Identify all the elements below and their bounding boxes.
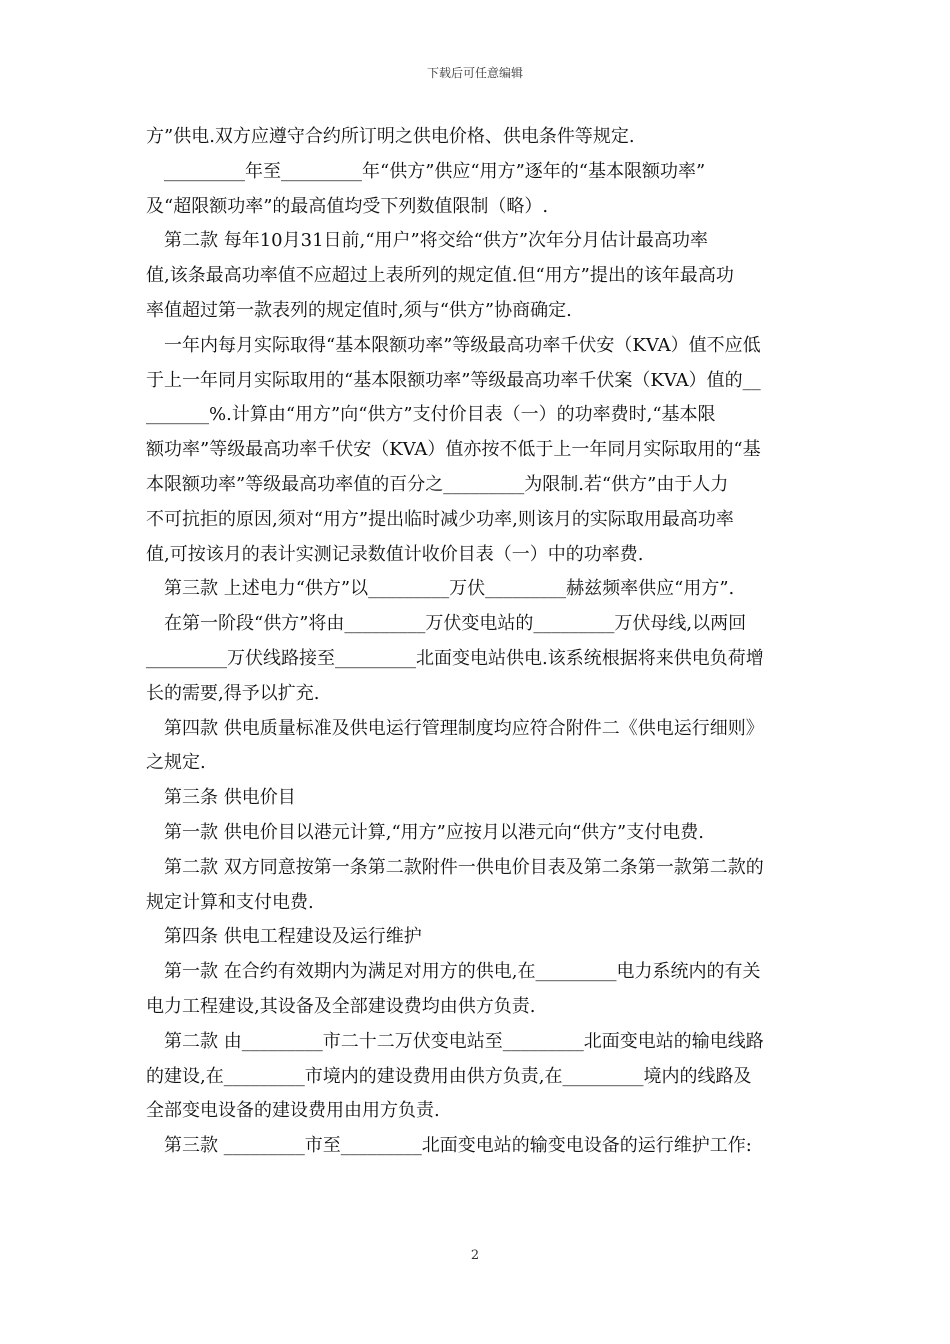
text-line: 长的需要,得予以扩充. xyxy=(146,682,320,704)
text-line: 值,可按该月的表计实测记录数值计收价目表（一）中的功率费. xyxy=(146,543,644,565)
text-line: 的建设,在_________市境内的建设费用由供方负责,在_________境内的线路及 xyxy=(146,1065,752,1087)
text-line: 于上一年同月实际取用的“基本限额功率”等级最高功率千伏案（KVA）值的__ xyxy=(146,369,761,391)
text-line: 本限额功率”等级最高功率值的百分之_________为限制.若“供方”由于人力 xyxy=(146,473,729,495)
text-line: 规定计算和支付电费. xyxy=(146,891,314,913)
text-line: 第二款 每年10月31日前,“用户”将交给“供方”次年分月估计最高功率 xyxy=(164,230,709,252)
text-line: 第四款 供电质量标准及供电运行管理制度均应符合附件二《供电运行细则》 xyxy=(164,717,764,739)
text-line: 方”供电.双方应遵守合约所订明之供电价格、供电条件等规定. xyxy=(146,126,635,147)
text-line: 第三款 _________市至_________北面变电站的输变电设备的运行维护工作: xyxy=(164,1135,752,1157)
text-line: 一年内每月实际取得“基本限额功率”等级最高功率千伏安（KVA）值不应低 xyxy=(164,334,761,356)
text-line: 电力工程建设,其设备及全部建设费均由供方负责. xyxy=(146,995,536,1017)
text-line: 不可抗拒的原因,须对“用方”提出临时减少功率,则该月的实际取用最高功率 xyxy=(146,508,734,530)
text-line: 第一款 供电价目以港元计算,“用方”应按月以港元向“供方”支付电费. xyxy=(164,821,704,843)
text-line: 第四条 供电工程建设及运行维护 xyxy=(164,926,422,948)
text-line: 全部变电设备的建设费用由用方负责. xyxy=(146,1100,440,1122)
page-header: 下载后可任意编辑 xyxy=(426,66,523,80)
text-line: 率值超过第一款表列的规定值时,须与“供方”协商确定. xyxy=(146,299,572,321)
text-line: _________万伏线路接至_________北面变电站供电.该系统根据将来供电负荷增 xyxy=(146,647,764,669)
text-line: 额功率”等级最高功率千伏安（KVA）值亦按不低于上一年同月实际取用的“基 xyxy=(146,439,761,461)
text-line: 第三款 上述电力“供方”以_________万伏_________赫兹频率供应“用方”. xyxy=(164,578,735,600)
text-line: _________年至_________年“供方”供应“用方”逐年的“基本限额功率” xyxy=(164,160,706,182)
text-line: 第三条 供电价目 xyxy=(164,787,296,809)
text-line: 及“超限额功率”的最高值均受下列数值限制（略）. xyxy=(146,195,549,217)
page-number: 2 xyxy=(470,1248,480,1263)
text-line: 第二款 由_________市二十二万伏变电站至_________北面变电站的输电线路 xyxy=(164,1030,764,1052)
document-body xyxy=(146,120,806,1164)
text-line: 值,该条最高功率值不应超过上表所列的规定值.但“用方”提出的该年最高功 xyxy=(146,265,734,287)
text-line: 第一款 在合约有效期内为满足对用方的供电,在_________电力系统内的有关 xyxy=(164,961,761,983)
text-line: _______%.计算由“用方”向“供方”支付价目表（一）的功率费时,“基本限 xyxy=(146,404,716,426)
text-line: 在第一阶段“供方”将由_________万伏变电站的_________万伏母线,以两回 xyxy=(164,613,747,635)
text-line: 第二款 双方同意按第一条第二款附件一供电价目表及第二条第一款第二款的 xyxy=(164,856,764,878)
text-line: 之规定. xyxy=(146,752,206,774)
